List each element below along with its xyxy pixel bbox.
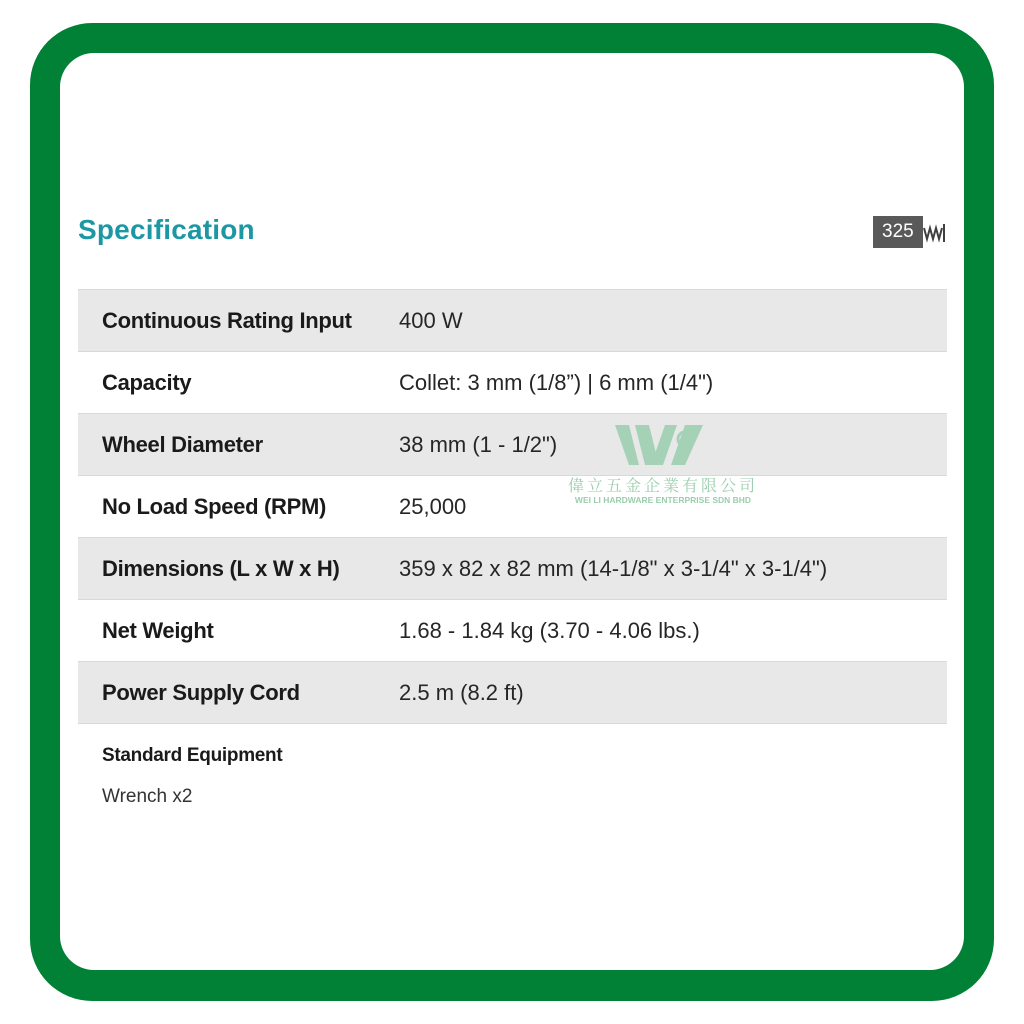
page-title: Specification: [78, 214, 255, 245]
watermark-chinese-text: 偉立五金企業有限公司: [567, 476, 758, 495]
spec-label: Continuous Rating Input: [102, 307, 352, 333]
spec-label: Capacity: [102, 369, 192, 395]
spec-row: [78, 662, 947, 724]
spec-label: Wheel Diameter: [102, 431, 263, 457]
standard-equipment-item: Wrench x2: [102, 786, 193, 807]
spec-row: [78, 538, 947, 600]
spec-row: [78, 290, 947, 352]
spec-label: Power Supply Cord: [102, 679, 300, 705]
spec-value: 25,000: [399, 493, 467, 519]
spec-value: 359 x 82 x 82 mm (14-1/8" x 3-1/4" x 3-1/4"): [399, 555, 828, 581]
spec-value: Collet: 3 mm (1/8”) | 6 mm (1/4"): [399, 369, 714, 395]
spec-value: 400 W: [399, 307, 463, 333]
counter-value: 325: [873, 216, 923, 248]
spec-label: Dimensions (L x W x H): [102, 555, 340, 581]
standard-equipment-title: Standard Equipment: [102, 745, 283, 766]
spec-label: No Load Speed (RPM): [102, 493, 327, 519]
counter-badge: [873, 216, 945, 248]
spec-value: 38 mm (1 - 1/2"): [399, 431, 558, 457]
spec-row: [78, 414, 947, 476]
spec-label: Net Weight: [102, 617, 214, 643]
spec-value: 1.68 - 1.84 kg (3.70 - 4.06 lbs.): [399, 617, 700, 643]
spec-table: [78, 289, 947, 724]
spec-row: [78, 600, 947, 662]
zigzag-spring-icon: [923, 216, 945, 248]
spec-row: [78, 352, 947, 414]
spec-value: 2.5 m (8.2 ft): [399, 679, 524, 705]
spec-row: [78, 476, 947, 538]
watermark-english-text: WEI LI HARDWARE ENTERPRISE SDN BHD: [574, 495, 752, 505]
